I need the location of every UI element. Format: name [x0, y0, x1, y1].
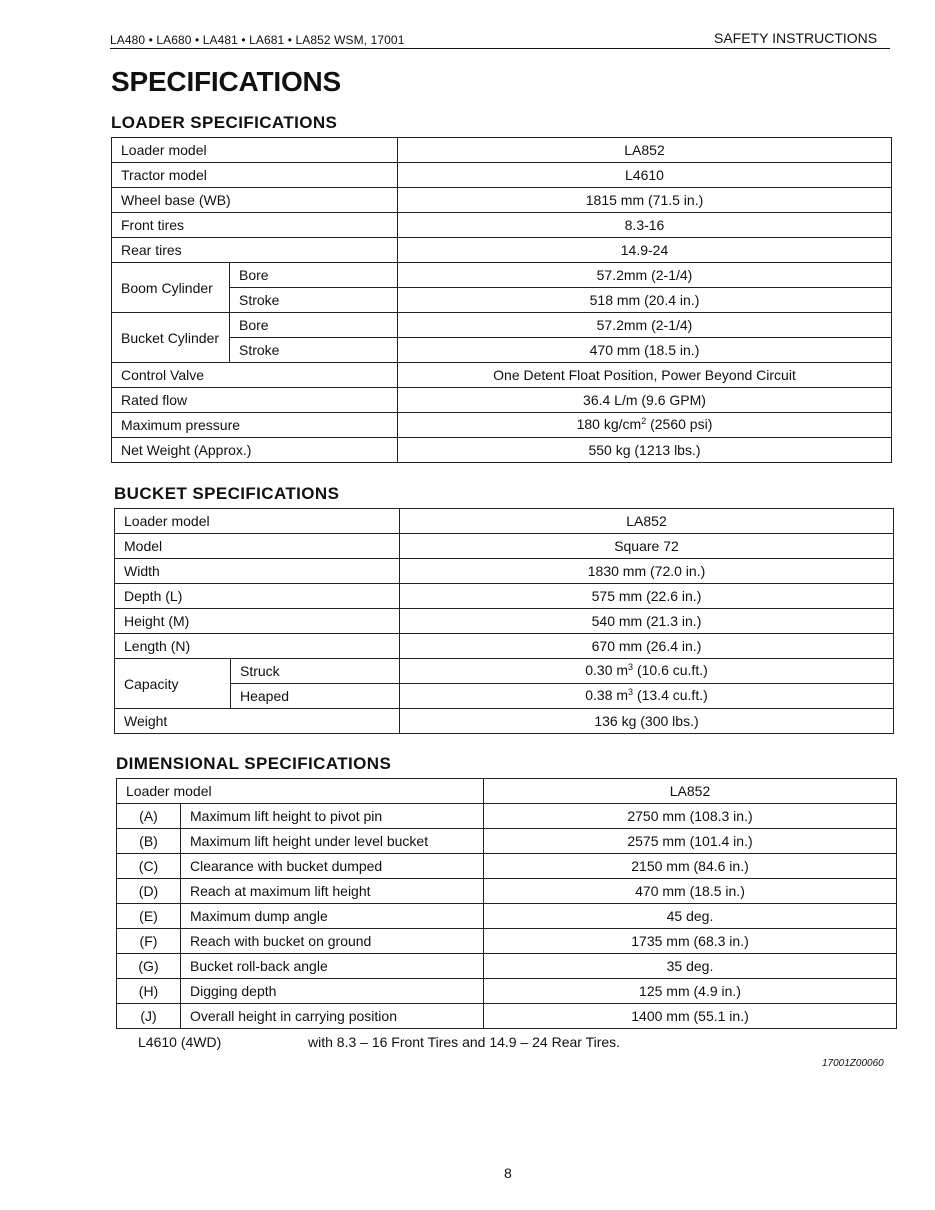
row-value: 1815 mm (71.5 in.)	[398, 188, 892, 213]
table-row	[117, 979, 897, 1004]
row-label: Clearance with bucket dumped	[181, 854, 484, 879]
row-key: (H)	[117, 979, 181, 1004]
value-text: (10.6 cu.ft.)	[633, 662, 708, 678]
sub-label: Heaped	[231, 684, 400, 709]
capacity-label: Capacity	[115, 659, 231, 709]
table-row	[112, 163, 892, 188]
table-row	[117, 1004, 897, 1029]
table-row	[117, 879, 897, 904]
row-label: Loader model	[117, 779, 484, 804]
row-key: (G)	[117, 954, 181, 979]
superscript: 3	[628, 662, 634, 672]
row-value: 670 mm (26.4 in.)	[400, 634, 894, 659]
row-label: Height (M)	[115, 609, 400, 634]
row-label: Loader model	[112, 138, 398, 163]
row-label: Front tires	[112, 213, 398, 238]
table-row	[115, 584, 894, 609]
table-row	[117, 904, 897, 929]
sub-label: Stroke	[230, 288, 398, 313]
row-value: 550 kg (1213 lbs.)	[398, 438, 892, 463]
row-label: Net Weight (Approx.)	[112, 438, 398, 463]
section-heading: SAFETY INSTRUCTIONS	[714, 30, 878, 46]
row-label: Rear tires	[112, 238, 398, 263]
table-row	[115, 509, 894, 534]
tractor-model-note: L4610 (4WD)	[138, 1034, 222, 1050]
row-value: 1735 mm (68.3 in.)	[484, 929, 897, 954]
row-label: Maximum dump angle	[181, 904, 484, 929]
table-row	[115, 659, 894, 684]
table-row	[112, 138, 892, 163]
row-label: Loader model	[115, 509, 400, 534]
table-row	[115, 684, 894, 709]
row-value: 575 mm (22.6 in.)	[400, 584, 894, 609]
row-label: Weight	[115, 709, 400, 734]
table-row	[112, 263, 892, 288]
row-label: Reach with bucket on ground	[181, 929, 484, 954]
table-row	[117, 929, 897, 954]
table-row	[117, 804, 897, 829]
loader-specs-table	[111, 137, 892, 463]
row-label: Depth (L)	[115, 584, 400, 609]
row-value: 14.9-24	[398, 238, 892, 263]
document-reference: LA480 • LA680 • LA481 • LA681 • LA852 WSM, 17001	[110, 33, 405, 47]
row-key: (B)	[117, 829, 181, 854]
table-row	[112, 313, 892, 338]
dimensional-specs-title: DIMENSIONAL SPECIFICATIONS	[116, 754, 392, 773]
row-value: 35 deg.	[484, 954, 897, 979]
row-label: Reach at maximum lift height	[181, 879, 484, 904]
row-value: 45 deg.	[484, 904, 897, 929]
row-label: Maximum lift height to pivot pin	[181, 804, 484, 829]
page-number: 8	[504, 1165, 512, 1181]
row-value: 518 mm (20.4 in.)	[398, 288, 892, 313]
table-row	[117, 829, 897, 854]
loader-specs-title: LOADER SPECIFICATIONS	[111, 113, 338, 132]
table-row	[112, 388, 892, 413]
value-text: 0.30 m	[585, 662, 629, 678]
row-value: LA852	[398, 138, 892, 163]
bucket-cylinder-label: Bucket Cylinder	[112, 313, 230, 363]
dimensional-specs-table	[116, 778, 897, 1029]
table-row	[117, 854, 897, 879]
page-title: SPECIFICATIONS	[111, 66, 342, 97]
row-value: 540 mm (21.3 in.)	[400, 609, 894, 634]
row-value: LA852	[400, 509, 894, 534]
row-label: Tractor model	[112, 163, 398, 188]
header-divider	[110, 48, 890, 49]
row-label: Model	[115, 534, 400, 559]
row-label: Bucket roll-back angle	[181, 954, 484, 979]
row-label: Overall height in carrying position	[181, 1004, 484, 1029]
table-row	[115, 634, 894, 659]
row-key: (E)	[117, 904, 181, 929]
table-row	[117, 779, 897, 804]
row-key: (F)	[117, 929, 181, 954]
table-row	[112, 238, 892, 263]
row-label: Width	[115, 559, 400, 584]
table-row	[115, 609, 894, 634]
tire-note: with 8.3 – 16 Front Tires and 14.9 – 24 Rear Tires.	[308, 1034, 621, 1050]
table-row	[112, 363, 892, 388]
row-value	[398, 413, 892, 438]
table-row	[115, 559, 894, 584]
row-value: 136 kg (300 lbs.)	[400, 709, 894, 734]
row-label: Maximum pressure	[112, 413, 398, 438]
row-value: 2150 mm (84.6 in.)	[484, 854, 897, 879]
row-key: (D)	[117, 879, 181, 904]
row-value: 57.2mm (2-1/4)	[398, 263, 892, 288]
row-value: 1830 mm (72.0 in.)	[400, 559, 894, 584]
row-value: 125 mm (4.9 in.)	[484, 979, 897, 1004]
table-row	[115, 534, 894, 559]
row-value: Square 72	[400, 534, 894, 559]
row-value: 8.3-16	[398, 213, 892, 238]
row-value: LA852	[484, 779, 897, 804]
row-key: (C)	[117, 854, 181, 879]
sub-label: Bore	[230, 263, 398, 288]
row-value: 36.4 L/m (9.6 GPM)	[398, 388, 892, 413]
row-value: 470 mm (18.5 in.)	[398, 338, 892, 363]
row-value: 2750 mm (108.3 in.)	[484, 804, 897, 829]
figure-code: 17001Z00060	[822, 1058, 884, 1069]
row-value: 2575 mm (101.4 in.)	[484, 829, 897, 854]
boom-cylinder-label: Boom Cylinder	[112, 263, 230, 313]
row-value	[400, 684, 894, 709]
table-row	[115, 709, 894, 734]
row-key: (J)	[117, 1004, 181, 1029]
value-text: (2560 psi)	[646, 416, 713, 432]
table-row	[112, 413, 892, 438]
row-label: Maximum lift height under level bucket	[181, 829, 484, 854]
sub-label: Struck	[231, 659, 400, 684]
row-label: Wheel base (WB)	[112, 188, 398, 213]
value-text: 0.38 m	[585, 687, 629, 703]
row-value	[400, 659, 894, 684]
row-label: Digging depth	[181, 979, 484, 1004]
row-value: 1400 mm (55.1 in.)	[484, 1004, 897, 1029]
bucket-specs-title: BUCKET SPECIFICATIONS	[114, 484, 340, 503]
superscript: 2	[641, 416, 647, 426]
table-row	[112, 438, 892, 463]
row-label: Rated flow	[112, 388, 398, 413]
superscript: 3	[628, 687, 634, 697]
table-row	[112, 213, 892, 238]
bucket-specs-table	[114, 508, 894, 734]
value-text: 180 kg/cm	[576, 416, 642, 432]
row-value: 470 mm (18.5 in.)	[484, 879, 897, 904]
table-row	[117, 954, 897, 979]
row-value: 57.2mm (2-1/4)	[398, 313, 892, 338]
table-row	[112, 188, 892, 213]
sub-label: Bore	[230, 313, 398, 338]
row-label: Length (N)	[115, 634, 400, 659]
row-key: (A)	[117, 804, 181, 829]
value-text: (13.4 cu.ft.)	[633, 687, 708, 703]
row-value: L4610	[398, 163, 892, 188]
row-label: Control Valve	[112, 363, 398, 388]
row-value: One Detent Float Position, Power Beyond Circuit	[398, 363, 892, 388]
sub-label: Stroke	[230, 338, 398, 363]
